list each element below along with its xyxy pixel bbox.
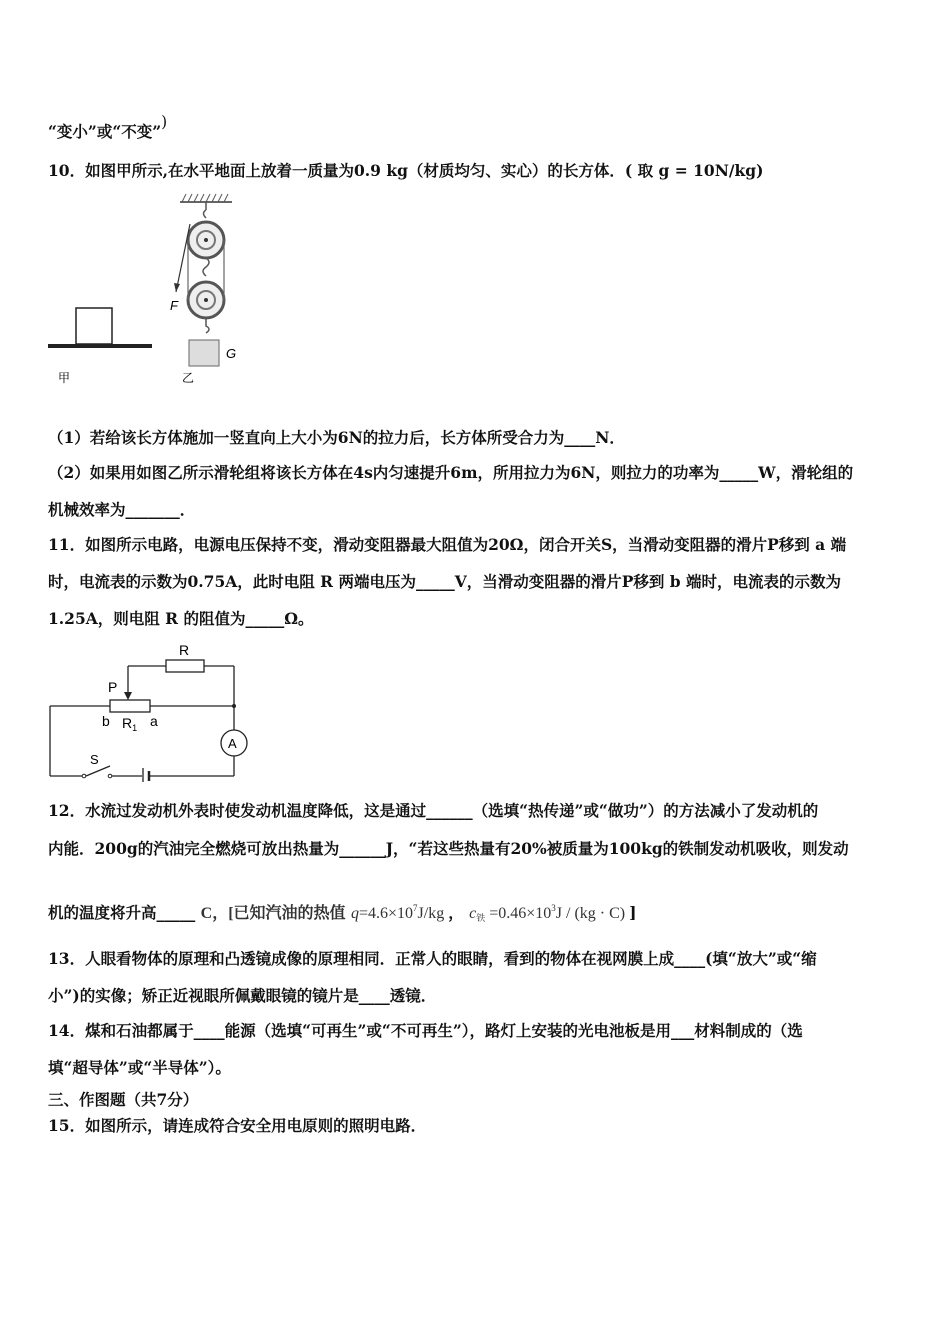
rheostat-R1	[110, 700, 150, 712]
weight-G	[189, 340, 219, 366]
resistor-R	[166, 660, 204, 672]
label-R1: $R_1$	[122, 715, 138, 733]
label-b: b	[102, 713, 110, 729]
label-S: S	[90, 752, 99, 767]
label-R: R	[179, 642, 190, 658]
middle-hook	[203, 258, 209, 276]
q11-line3: 1.25A，则电阻 R 的阻值为_____Ω。	[48, 609, 314, 628]
label-jia: 甲	[58, 371, 71, 385]
paren-mark: )	[161, 113, 168, 131]
label-A: A	[228, 736, 237, 751]
q15-line: 15．如图所示，请连成符合安全用电原则的照明电路．	[48, 1116, 427, 1135]
text-line-top: “变小”或“不变”)	[48, 113, 168, 141]
formula-q: $q=4.6\times 10^7J/kg$	[350, 903, 445, 922]
q14-line2: 填“超导体”或“半导体”）。	[48, 1058, 231, 1077]
label-P: P	[108, 679, 118, 695]
formula-c: $c_铁 =0.46\times 10^3J / (kg \cdot C)$	[469, 903, 626, 923]
label-a: a	[150, 713, 158, 729]
q12-line2: 内能．200g的汽油完全燃烧可放出热量为______J，“若这些热量有20%被质量为100kg的铁制发动机吸收，则发动	[48, 839, 849, 858]
top-hook	[204, 202, 207, 218]
q12-line3: 机的温度将升高_____ C，[已知汽油的热值 $q=4.6\times 10^7J/kg$ ， $c_铁 =0.46\times 10^3J / (kg \cdot C)$ ]	[48, 903, 637, 923]
q10-part2-cont: 机械效率为_______．	[48, 500, 196, 519]
q10-part2: （2）如果用如图乙所示滑轮组将该长方体在4s内匀速提升6m，所用拉力为6N，则拉力的功率为_____W，滑轮组的	[48, 463, 854, 482]
label-F: F	[170, 298, 178, 313]
q13-line2: 小”)的实像；矫正近视眼所佩戴眼镜的镜片是____透镜．	[48, 986, 437, 1005]
figure-q11-circuit	[44, 640, 254, 782]
section-three-heading: 三、作图题（共7分）	[48, 1090, 199, 1109]
q10-intro: 10．如图甲所示,在水平地面上放着一质量为0.9 kg（材质均匀、实心）的长方体．( 取 g = 10N/kg)	[48, 161, 764, 180]
q10-part1: （1）若给该长方体施加一竖直向上大小为6N的拉力后，长方体所受合力为____N．	[48, 428, 625, 447]
label-G: G	[226, 346, 237, 361]
figure-q10	[40, 190, 260, 390]
q13-line1: 13．人眼看物体的原理和凸透镜成像的原理相同．正常人的眼睛，看到的物体在视网膜上成____(填“放大”或“缩	[48, 949, 817, 968]
q14-line1: 14．煤和石油都属于____能源（选填“可再生”或“不可再生”），路灯上安装的光电池板是用___材料制成的（选	[48, 1021, 803, 1040]
ceiling-hatch	[182, 194, 228, 202]
block-cuboid	[76, 308, 112, 344]
slider-arrow	[124, 692, 132, 700]
label-yi: 乙	[182, 371, 195, 385]
q11-line2: 时，电流表的示数为0.75A，此时电阻 R 两端电压为_____V，当滑动变阻器的滑片P移到 b 端时，电流表的示数为	[48, 572, 842, 591]
q12-line1: 12．水流过发动机外表时使发动机温度降低，这是通过______（选填“热传递”或“做功”）的方法减小了发动机的	[48, 801, 819, 820]
q11-line1: 11．如图所示电路，电源电压保持不变，滑动变阻器最大阻值为20Ω，闭合开关S，当滑动变阻器的滑片P移到 a 端	[48, 535, 847, 554]
degree-C: C，[已知汽油的热值	[200, 905, 346, 922]
lower-hook	[206, 318, 209, 333]
